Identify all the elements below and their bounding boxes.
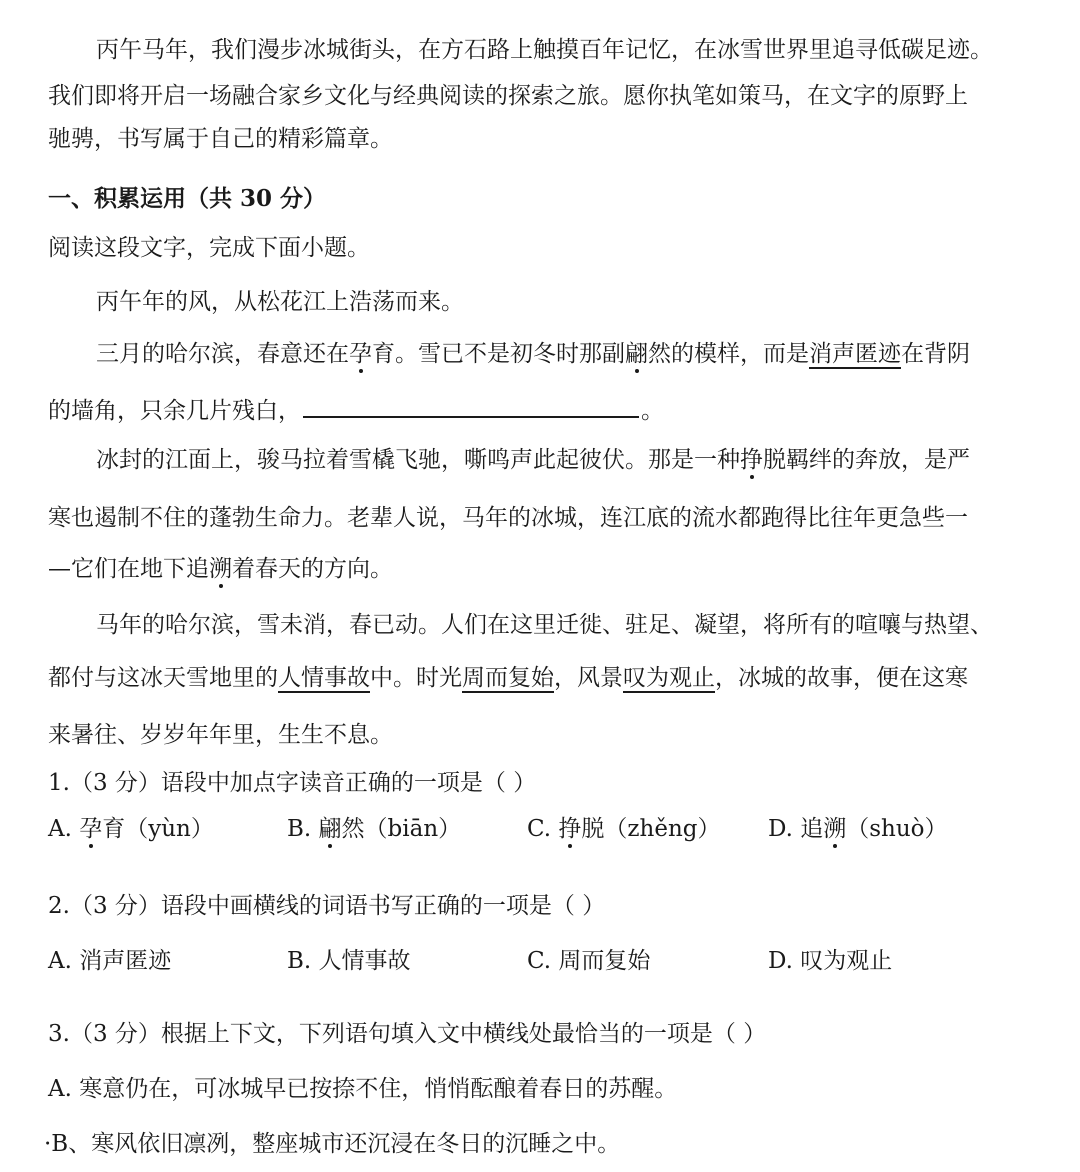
text-run: 着春天的方向。 xyxy=(232,556,393,582)
dotted-char: 孕 xyxy=(349,341,372,367)
underlined-word: 人情事故 xyxy=(278,665,370,691)
question-2-option-b: B. 人情事故 xyxy=(287,948,411,974)
text-run: —它们在地下追 xyxy=(48,556,209,582)
question-1-option-b xyxy=(287,812,461,846)
text-run: 。 xyxy=(641,398,664,424)
option-text: （shuò） xyxy=(846,816,948,842)
dotted-char: 翩 xyxy=(625,341,648,367)
passage-paragraph-4-line-2 xyxy=(48,661,1050,695)
question-2-option-d: D. 叹为观止 xyxy=(768,948,893,974)
text-run: ，风景 xyxy=(554,665,623,691)
option-label: C. xyxy=(527,816,552,842)
passage-paragraph-4-line-1: 马年的哈尔滨，雪未消，春已动。人们在这里迁徙、驻足、凝望，将所有的喧嚷与热望、 xyxy=(96,612,993,638)
text-run: 育。雪已不是初冬时那副 xyxy=(372,341,625,367)
option-label: B. xyxy=(287,816,312,842)
text-run: 的墙角，只余几片残白， xyxy=(48,398,301,424)
question-3-stem: 3.（3 分）根据上下文，下列语句填入文中横线处最恰当的一项是（ ） xyxy=(48,1021,767,1047)
question-1-option-d xyxy=(768,812,948,846)
dotted-char: 挣 xyxy=(558,816,582,842)
question-1-option-c xyxy=(527,812,720,846)
question-1-option-a xyxy=(48,812,214,846)
question-3-option-a: A. 寒意仍在，可冰城早已按捺不住，悄悄酝酿着春日的苏醒。 xyxy=(48,1076,678,1102)
text-run: 在背阴 xyxy=(901,341,970,367)
text-run: ，冰城的故事，便在这寒 xyxy=(715,665,968,691)
option-label: A. xyxy=(48,816,72,842)
option-text: 然（biān） xyxy=(341,816,462,842)
passage-paragraph-3-line-3 xyxy=(48,552,1050,586)
dotted-char: 孕 xyxy=(79,816,103,842)
intro-line-1: 丙午马年，我们漫步冰城街头，在方石路上触摸百年记忆，在冰雪世界里追寻低碳足迹。 xyxy=(96,37,993,63)
intro-line-3: 驰骋，书写属于自己的精彩篇章。 xyxy=(48,126,393,152)
text-run: 然的模样，而是 xyxy=(648,341,809,367)
dotted-char: 挣 xyxy=(740,447,763,473)
text-run: 三月的哈尔滨，春意还在 xyxy=(96,341,349,367)
question-3-option-b: ·B、寒风依旧凛冽，整座城市还沉浸在冬日的沉睡之中。 xyxy=(44,1131,621,1157)
option-text: 追 xyxy=(800,816,824,842)
question-2-option-c: C. 周而复始 xyxy=(527,948,651,974)
section-instruction: 阅读这段文字，完成下面小题。 xyxy=(48,235,370,261)
intro-line-2: 我们即将开启一场融合家乡文化与经典阅读的探索之旅。愿你执笔如策马，在文字的原野上 xyxy=(48,83,968,109)
text-run: 都付与这冰天雪地里的 xyxy=(48,665,278,691)
passage-paragraph-2-line-1 xyxy=(96,337,1050,371)
passage-paragraph-3-line-2: 寒也遏制不住的蓬勃生命力。老辈人说，马年的冰城，连江底的流水都跑得比往年更急些一 xyxy=(48,505,968,531)
underlined-word: 消声匿迹 xyxy=(809,341,901,367)
passage-paragraph-1: 丙午年的风，从松花江上浩荡而来。 xyxy=(96,289,464,315)
underlined-word: 叹为观止 xyxy=(623,665,715,691)
fill-blank xyxy=(303,394,639,418)
passage-paragraph-3-line-1 xyxy=(96,443,1050,477)
section-title: 一、积累运用（共 30 分） xyxy=(48,185,327,212)
text-run: 脱羁绊的奔放，是严 xyxy=(763,447,970,473)
question-2-option-a: A. 消声匿迹 xyxy=(48,948,172,974)
passage-paragraph-2-line-2 xyxy=(48,394,1050,428)
dotted-char: 翩 xyxy=(318,816,342,842)
text-run: 冰封的江面上，骏马拉着雪橇飞驰，嘶鸣声此起彼伏。那是一种 xyxy=(96,447,740,473)
option-label: D. xyxy=(768,816,793,842)
option-text: 脱（zhěng） xyxy=(581,816,721,842)
dotted-char: 溯 xyxy=(209,556,232,582)
dotted-char: 溯 xyxy=(823,816,847,842)
underlined-word: 周而复始 xyxy=(462,665,554,691)
question-2-stem: 2.（3 分）语段中画横线的词语书写正确的一项是（ ） xyxy=(48,893,606,919)
text-run: 中。时光 xyxy=(370,665,462,691)
passage-paragraph-4-line-3: 来暑往、岁岁年年里，生生不息。 xyxy=(48,722,393,748)
question-1-stem: 1.（3 分）语段中加点字读音正确的一项是（ ） xyxy=(48,770,537,796)
option-text: 育（yùn） xyxy=(102,816,214,842)
